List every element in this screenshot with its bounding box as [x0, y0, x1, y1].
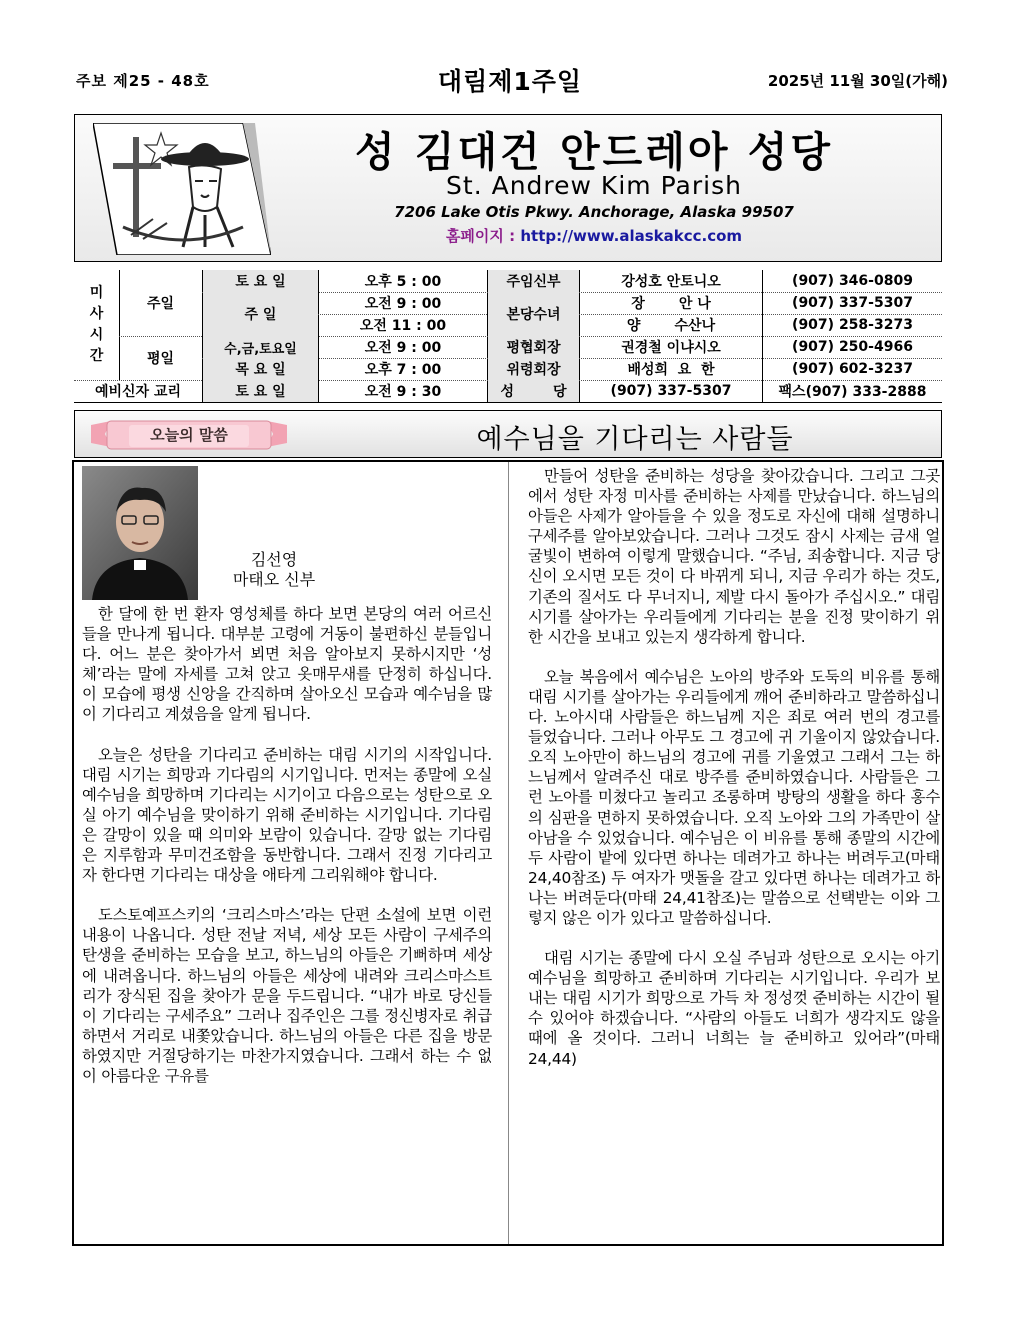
schedule-time: 오전 11 : 00 — [359, 318, 447, 334]
fax-number: 팩스(907) 333-2888 — [778, 384, 927, 400]
todays-word-label: 오늘의 말씀 — [150, 426, 228, 444]
schedule-day: 토 요 일 — [203, 380, 318, 402]
contact-phone: (907) 602-3237 — [792, 361, 913, 377]
liturgical-day: 대림제1주일 — [437, 67, 583, 96]
church-label: 성 당 — [488, 380, 579, 402]
contact-name: 권경철 이냐시오 — [621, 340, 721, 356]
contact-role: 위령회장 — [488, 358, 579, 380]
author-title: 마태오 신부 — [232, 570, 316, 589]
paragraph: 오늘 복음에서 예수님은 노아의 방주와 도둑의 비유를 통해 대림 시기를 살아가는 우리들에게 깨어 준비하라고 말씀하십니다. 노아시대 사람들은 하느님께 지은 죄로 여러 번의 경고를 들었습니다. 그러나 아무도 그 경고에 귀 기울이지 않았습니다. 오직 노아만이 하느님의 경고에 귀를 기울였고 그래서 그는 하느님께서 알려주신 대로 방주를 준비하였습니다. 사람들은 그런 노아를 미쳤다고 놀리고 조롱하며 방탕의 생활을 하다 홍수의 심판을 면하지 못하였습니다. 오직 노아와 그의 가족만이 살아남을 수 있었습니다. 예수님은 이 비유를 통해 종말의 시간에 두 사람이 밭에 있다면 하나는 데려가고 하나는 버려두고(마태 24,40참조) 두 여자가 맷돌을 갈고 있다면 하나는 데려가고 하나는 버려둔다(마태 24,41참조)는 말씀으로 선택받는 이와 그렇지 않은 이가 있다고 말씀하십니다. — [528, 667, 940, 927]
contact-name: 배성희 요 한 — [627, 362, 715, 378]
issue-number: 주보 제25 - 48호 — [76, 72, 210, 90]
schedule-time: 오후 7 : 00 — [364, 362, 442, 378]
contact-phone: (907) 346-0809 — [792, 273, 913, 289]
schedule-day: 토 요 일 — [203, 270, 318, 292]
mass-label-2: 사 — [89, 306, 104, 322]
schedule-time: 오후 5 : 00 — [364, 274, 442, 290]
author-photo — [82, 466, 198, 600]
todays-word-banner — [74, 410, 942, 458]
column-divider — [508, 462, 509, 1244]
author-name: 김선영 — [250, 550, 298, 569]
church-phone: (907) 337-5307 — [610, 383, 732, 399]
weekday-label: 평일 — [146, 351, 175, 367]
schedule-time: 오전 9 : 00 — [364, 296, 442, 312]
paragraph: 도스토예프스키의 ‘크리스마스’라는 단편 소설에 보면 이런 내용이 나옵니다. 성탄 전날 저녁, 세상 모든 사람이 구세주의 탄생을 준비하는 모습을 보고, 하느님의 아들은 기뻐하며 세상에 내려옵니다. 하느님의 아들은 세상에 내려와 크리스마스트리가 장식된 집을 찾아가 문을 두드립니다. “내가 바로 당신들이 기다리는 구세주요” 그러나 집주인은 그를 정신병자로 취급하면서 거리로 내쫓았습니다. 하느님의 아들은 다른 집을 방문하였지만 거절당하기는 마찬가지였습니다. 그래서 하는 수 없이 아름다운 구유를 — [82, 906, 492, 1085]
mass-label-1: 미 — [89, 285, 104, 301]
contact-role: 본당수녀 — [488, 292, 579, 336]
paragraph: 한 달에 한 번 환자 영성체를 하다 보면 본당의 여러 어르신들을 만나게 됩니다. 대부분 고령에 거동이 불편하신 분들입니다. 어느 분은 찾아가서 뵈면 처음 알아보지 못하시지만 ‘성체’라는 말에 자세를 고쳐 앉고 옷매무새를 단정히 하십니다. 이 모습에 평생 신앙을 간직하며 살아오신 모습과 예수님을 많이 기다리고 계셨음을 알게 됩니다. — [82, 605, 492, 724]
sunday-label: 주일 — [146, 296, 175, 312]
parish-name-korean: 성 김대건 안드레아 성당 — [355, 128, 833, 176]
mass-schedule-table — [74, 270, 942, 402]
schedule-day: 주 일 — [203, 292, 318, 336]
contact-name: 양 수산나 — [626, 318, 716, 334]
bulletin-date: 2025년 11월 30일(가해) — [767, 72, 948, 90]
right-column — [528, 466, 940, 1089]
contact-phone: (907) 337-5307 — [792, 295, 913, 311]
sermon-title: 예수님을 기다리는 사람들 — [476, 424, 794, 455]
paragraph: 오늘은 성탄을 기다리고 준비하는 대림 시기의 시작입니다. 대림 시기는 희망과 기다림의 시기입니다. 먼저는 종말에 오실 예수님을 희망하며 기다리는 시기이고 다음으로는 성탄으로 오실 아기 예수님을 맞이하기 위해 준비하는 시기입니다. 기다림은 갈망이 있을 때 의미와 보람이 있습니다. 갈망 없는 기다림은 지루함과 무미건조함을 동반합니다. 그래서 진정 기다리고자 한다면 기다리는 대상을 애타게 그리워해야 합니다. — [82, 745, 492, 885]
parish-header — [74, 114, 942, 262]
paragraph: 대림 시기는 종말에 다시 오실 주님과 성탄으로 오시는 아기 예수님을 희망하고 준비하며 기다리는 시기입니다. 우리가 보내는 대림 시기가 희망으로 가득 차 정성껏 준비하는 시간이 될 수 있어야 하겠습니다. “사람의 아들도 너희가 생각지도 않을 때에 올 것이다. 그러니 너희는 늘 준비하고 있어라”(마태 24,44) — [528, 949, 940, 1068]
schedule-day: 목 요 일 — [203, 358, 318, 380]
contact-phone: (907) 250-4966 — [792, 339, 913, 355]
schedule-time: 오전 9 : 00 — [364, 340, 442, 356]
contact-role: 평협회장 — [488, 336, 579, 358]
author-byline — [219, 550, 329, 590]
catechumen-label: 예비신자 교리 — [94, 384, 182, 400]
sermon-body — [72, 460, 944, 1246]
mass-label-4: 간 — [89, 348, 104, 364]
contact-role: 주임신부 — [488, 270, 579, 292]
schedule-time: 오전 9 : 30 — [364, 384, 442, 400]
homepage-label: 홈페이지 : — [445, 227, 516, 245]
paragraph: 만들어 성탄을 준비하는 성당을 찾아갔습니다. 그리고 그곳에서 성탄 자정 미사를 준비하는 사제를 만났습니다. 하느님의 아들은 사제가 알아들을 수 있을 정도로 자신에 대해 설명하니 구세주를 알아보았습니다. 그러나 그것도 잠시 사제는 금새 얼굴빛이 변하여 이렇게 말했습니다. “주님, 죄송합니다. 지금 당신이 오시면 모든 것이 다 바뀌게 되니, 지금 우리가 하는 것도, 기존의 질서도 다 무너지니, 제발 다시 돌아가 주십시오.” 대림시기를 살아가는 우리들에게 기다리는 분을 진정 맞이하기 위한 시간을 보내고 있는지 생각하게 합니다. — [528, 467, 940, 646]
left-column — [82, 604, 492, 1106]
homepage-link[interactable]: http://www.alaskakcc.com — [520, 227, 743, 245]
homepage — [75, 225, 943, 246]
contact-phone: (907) 258-3273 — [792, 317, 913, 333]
contact-name: 장 안 나 — [631, 296, 711, 312]
parish-address: 7206 Lake Otis Pkwy. Anchorage, Alaska 99507 — [394, 203, 794, 221]
parish-name-english: St. Andrew Kim Parish — [446, 171, 742, 200]
contact-name: 강성호 안토니오 — [621, 274, 721, 290]
schedule-day: 수,금,토요일 — [203, 336, 318, 358]
mass-label-3: 시 — [89, 327, 104, 343]
